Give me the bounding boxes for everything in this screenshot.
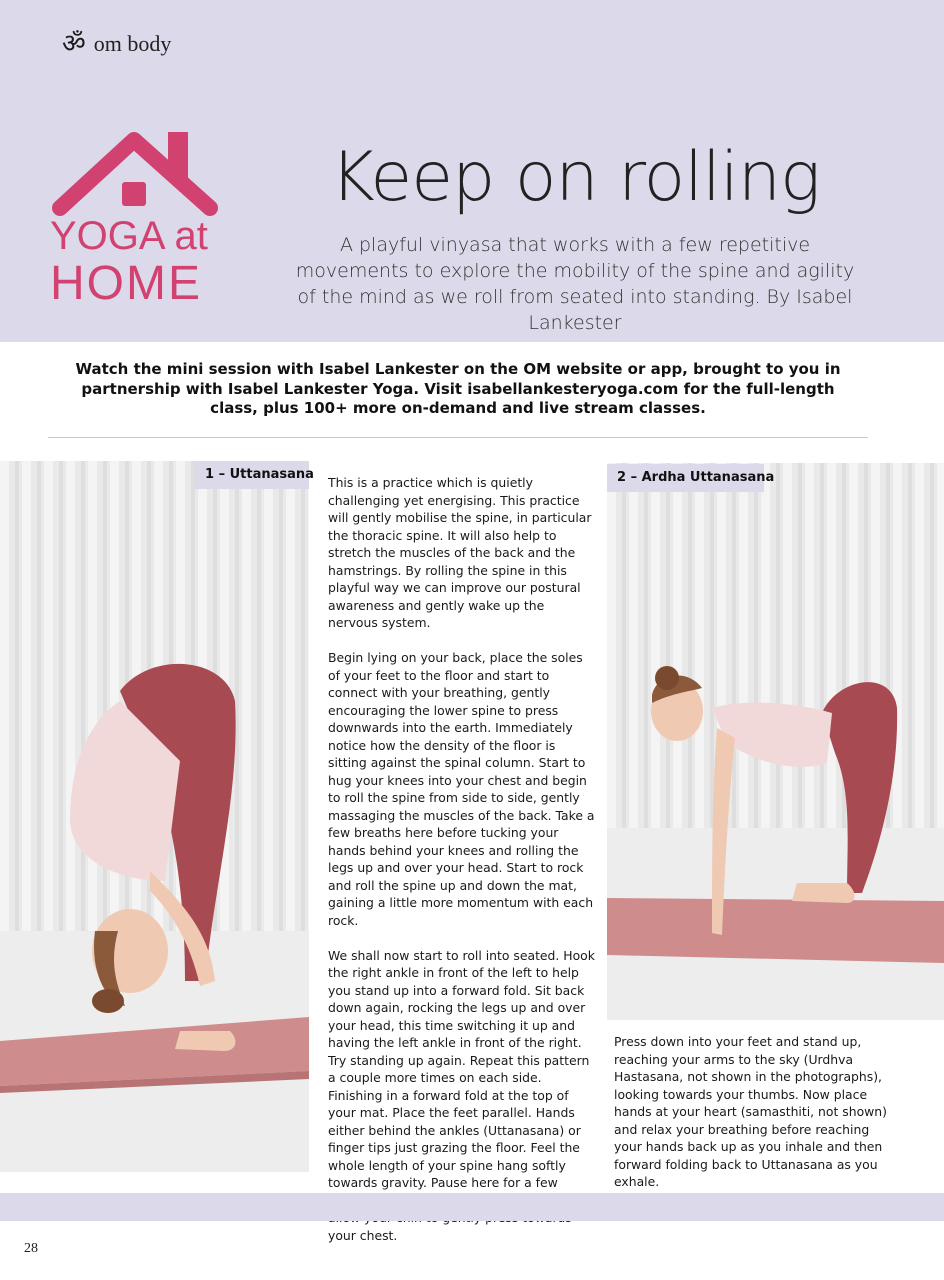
divider bbox=[48, 437, 868, 438]
logo-line-2: HOME bbox=[50, 257, 202, 310]
body-paragraph: We shall now start to roll into seated. Hook the right ankle in front of the left to help you stand up into a forward fold. Sit back down again, rocking the legs up and over your head, this time switching it up and having the left ankle in front of the right. Try standing up again. Repeat this pattern a couple more times on each side. Finishing in a forward fold at the top of your mat. Place the feet parallel. Hands either behind the ankles (Uttanasana) or finger tips just grazing the floor. Feel the whole length of your spine hang softly towards gravity. Pause here for a few your chest. bbox=[328, 947, 595, 1243]
photo-ardha-uttanasana bbox=[607, 463, 944, 1020]
photo-uttanasana bbox=[0, 461, 309, 1172]
house-icon bbox=[50, 128, 222, 218]
intro-text: Watch the mini session with Isabel Lankester on the OM website or app, brought to you in partnership with Isabel Lankester Yoga. Visit isabellankesteryoga.com for the full-length class, plus 100+ more on-demand and live stream classes. bbox=[75, 360, 841, 417]
logo-line-1: YOGA at bbox=[50, 214, 208, 258]
article-title: Keep on rolling bbox=[330, 138, 820, 217]
footer-band bbox=[0, 1193, 944, 1221]
page-number: 28 bbox=[24, 1241, 38, 1256]
body-paragraph: This is a practice which is quietly challenging yet energising. This practice will gently mobilise the spine, in particular the thoracic spine. It will also help to stretch the muscles of the back and the hamstrings. By rolling the spine in this playful way we can improve our postural awareness and gently wake up the nervous system. bbox=[328, 475, 592, 630]
om-icon: ॐ bbox=[62, 29, 86, 59]
brand bbox=[62, 30, 171, 58]
photo-caption-uttanasana: 1 – Uttanasana bbox=[195, 461, 309, 489]
article-subtitle: A playful vinyasa that works with a few repetitive movements to explore the mobility of the spine and agility of the mind as we roll from seated into standing. By Isabel Lankester bbox=[295, 234, 855, 334]
yoga-at-home-logo bbox=[50, 128, 222, 310]
brand-name: om body bbox=[93, 31, 172, 56]
photo-caption-ardha-uttanasana: 2 – Ardha Uttanasana bbox=[607, 464, 764, 492]
body-text bbox=[328, 474, 596, 1262]
body-paragraph: Begin lying on your back, place the soles of your feet to the floor and start to connect with your breathing, gently encouraging the lower spine to press downwards into the earth. Immediately notice how the density of the floor is sitting against the spinal column. Start to hug your knees into your chest and begin to roll the spine from side to side, gently massaging the muscles of the back. Take a few breaths here before tucking your hands behind your knees and rolling the legs up and over your head. Start to rock and roll the spine up and down the mat, gaining a little more momentum with each rock. bbox=[328, 650, 595, 928]
body-text-right: Press down into your feet and stand up, reaching your arms to the sky (Urdhva Hastasana, not shown in the photographs), looking towards your thumbs. Now place hands at your heart (samasthiti, not shown) and relax your breathing before reaching your hands back up as you inhale and then forward folding back to Uttanasana as you exhale. bbox=[614, 1034, 887, 1189]
